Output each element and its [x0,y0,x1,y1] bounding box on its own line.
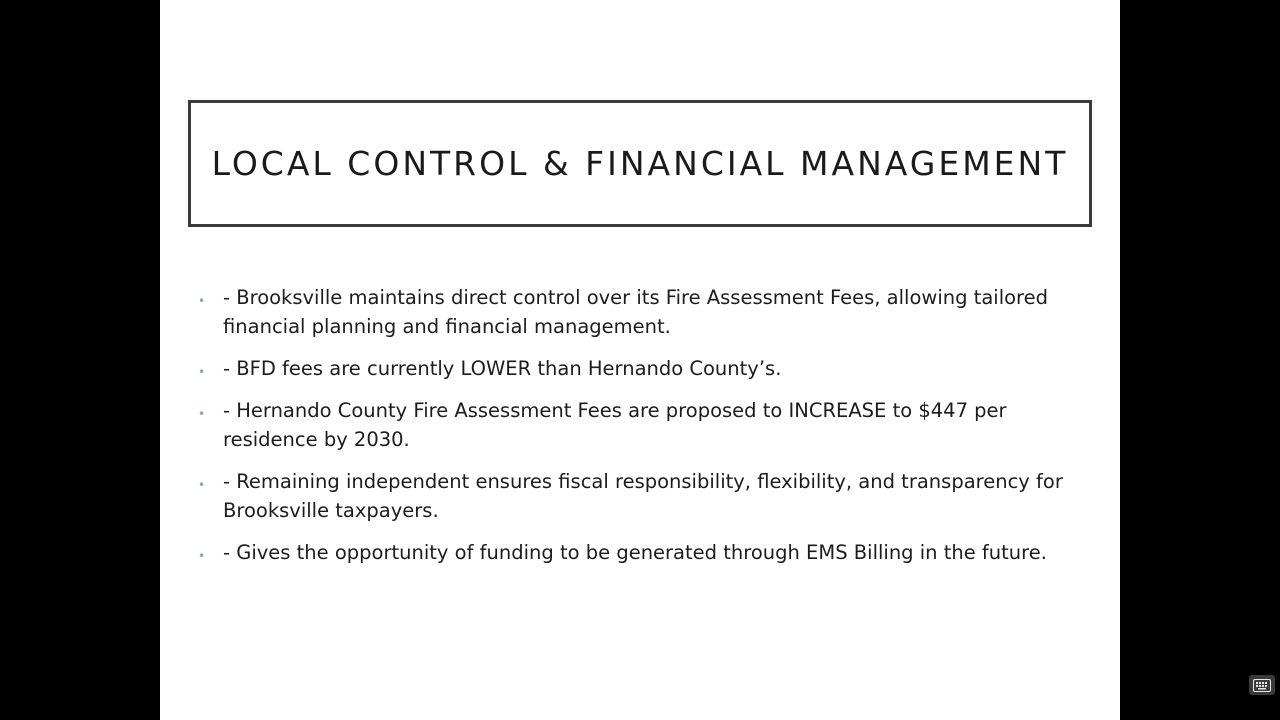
bullet-item [196,396,1076,454]
bullet-text: - Brooksville maintains direct control over its Fire Assessment Fees, allowing tailored financial planning and financial management. [223,286,1049,338]
bullet-dot-icon: • [198,365,206,379]
keyboard-icon[interactable] [1249,675,1275,695]
bullet-dot-icon: • [198,407,206,421]
bullet-dot-icon: • [198,549,206,563]
bullet-text: - Gives the opportunity of funding to be generated through EMS Billing in the future. [223,541,1047,564]
bullet-dot-icon: • [198,478,206,492]
keyboard-glyph-icon [1253,679,1271,692]
title-box [188,100,1092,227]
bullet-dot-icon: • [198,294,206,308]
bullet-list [196,283,1076,580]
bullet-text: - Remaining independent ensures fiscal responsibility, flexibility, and transparency for Brooksville taxpayers. [223,470,1063,522]
bullet-item [196,354,1076,383]
slide-title: LOCAL CONTROL & FINANCIAL MANAGEMENT [211,144,1069,183]
presentation-slide [160,0,1120,720]
bullet-text: - BFD fees are currently LOWER than Hernando County’s. [223,357,782,380]
bullet-item [196,467,1076,525]
bullet-text: - Hernando County Fire Assessment Fees are proposed to INCREASE to $447 per residence by 2030. [223,399,1007,451]
bullet-item [196,538,1076,567]
bullet-item [196,283,1076,341]
